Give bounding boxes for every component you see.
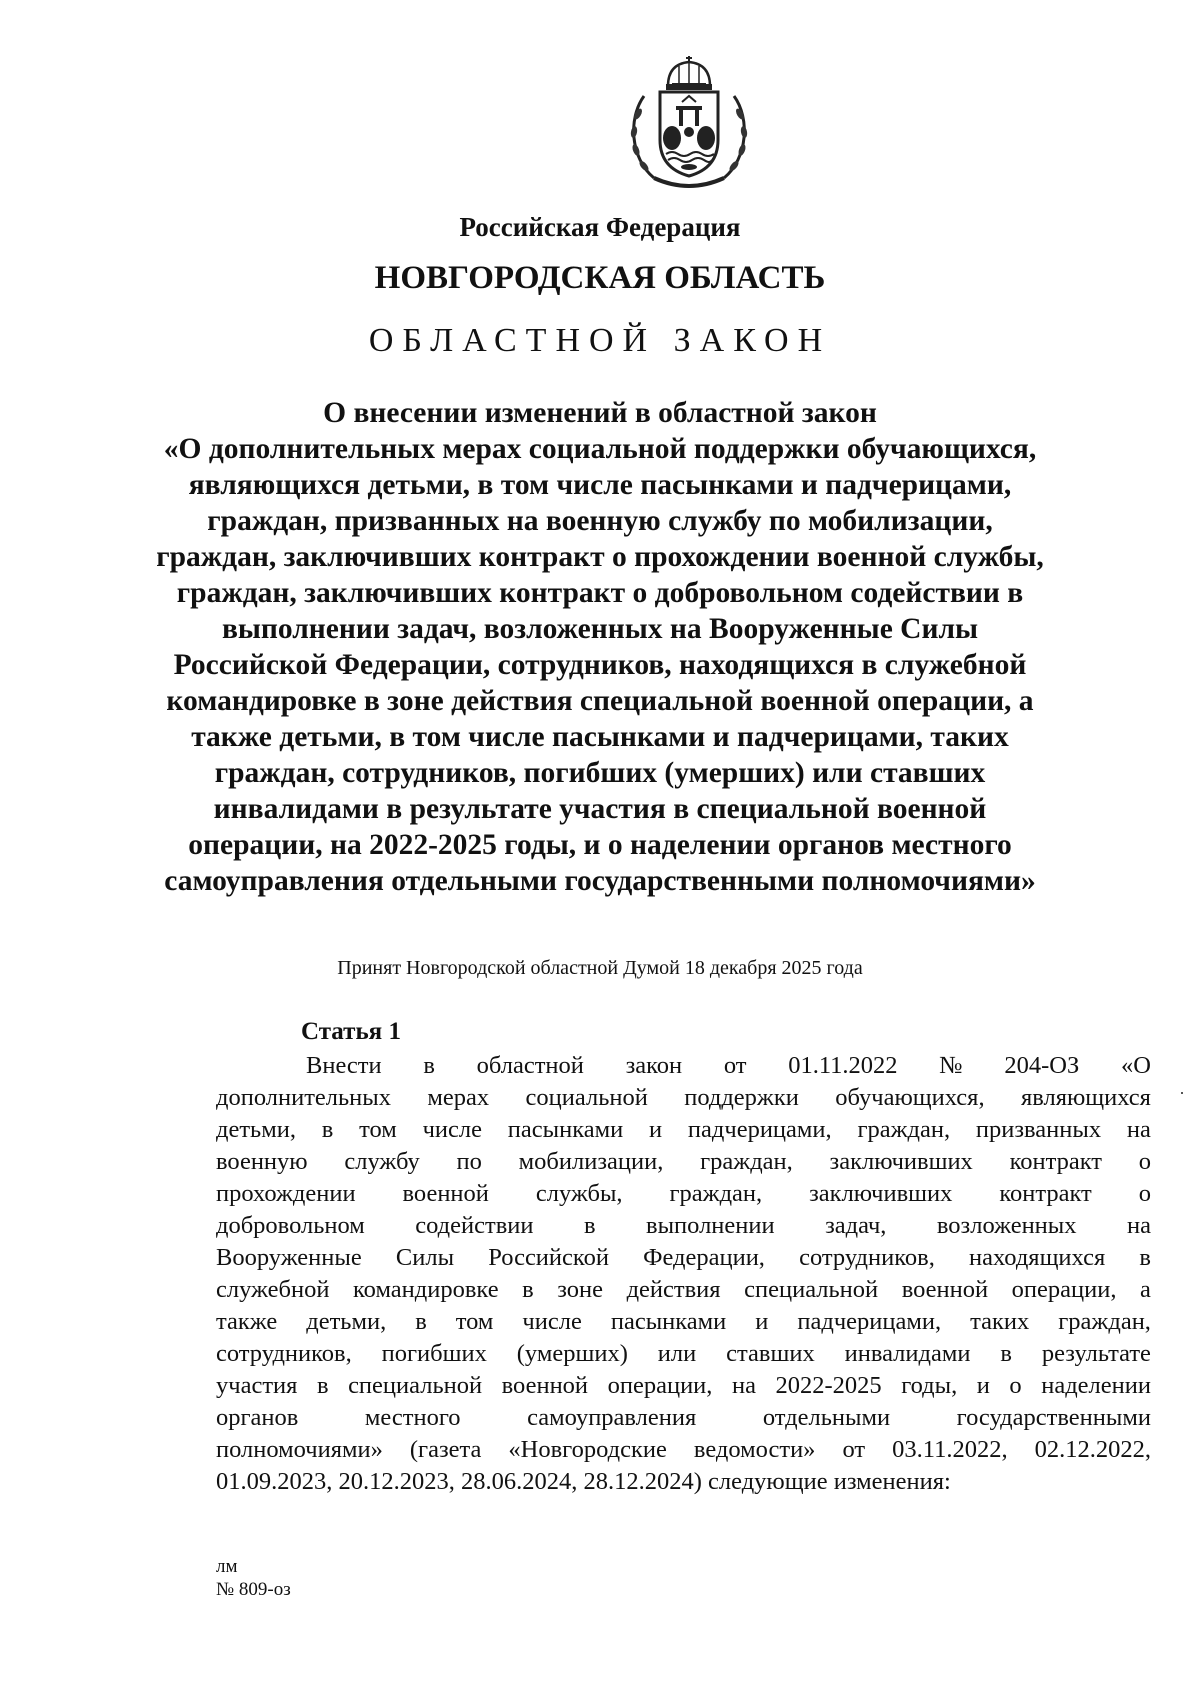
article-word: контракт <box>1009 1148 1102 1175</box>
article-word: 20.12.2023, <box>338 1468 461 1495</box>
article-line <box>216 1210 1151 1242</box>
article-word: отдельными <box>762 1404 891 1431</box>
article-word: областной <box>476 1052 584 1079</box>
article-word: 01.09.2023, <box>216 1468 339 1495</box>
article-word: служебной <box>216 1276 330 1303</box>
article-word: заключивших <box>829 1148 973 1175</box>
article-word: на <box>1126 1116 1151 1143</box>
document-type-heading: ОБЛАСТНОЙ ЗАКОН <box>368 322 832 359</box>
article-word: детьми, <box>306 1308 387 1335</box>
article-word: граждан, <box>857 1116 951 1143</box>
article-word: а <box>1140 1276 1151 1303</box>
article-word: прохождении <box>216 1180 356 1207</box>
article-word: результате <box>1041 1340 1151 1367</box>
law-title-line: граждан, призванных на военную службу по мобилизации, <box>207 505 993 537</box>
article-word: «О <box>1120 1052 1151 1079</box>
article-word: (газета <box>409 1436 482 1463</box>
article-word: на <box>731 1372 756 1399</box>
article-word: 28.12.2024) <box>583 1468 709 1495</box>
article-line <box>216 1146 1151 1178</box>
article-word: 2022-2025 <box>775 1372 882 1399</box>
article-word: таких <box>970 1308 1030 1335</box>
article-word: в <box>423 1052 435 1079</box>
article-word: военную <box>216 1148 308 1175</box>
law-title-line: инвалидами в результате участия в специальной военной <box>213 793 987 825</box>
article-word: числе <box>522 1308 582 1335</box>
article-word: закон <box>625 1052 683 1079</box>
article-word: на <box>1126 1212 1151 1239</box>
law-title-line: О внесении изменений в областной закон <box>323 397 877 429</box>
article-word: в <box>1139 1244 1151 1271</box>
article-line <box>216 1178 1151 1210</box>
article-word: операции, <box>1011 1276 1117 1303</box>
article-word: добровольном <box>216 1212 365 1239</box>
article-word: граждан, <box>700 1148 793 1175</box>
article-word: числе <box>422 1116 482 1143</box>
article-word: пасынками <box>507 1116 624 1143</box>
law-title-line: командировке в зоне действия специальной военной операции, а <box>166 685 1034 717</box>
article-word: и <box>755 1308 769 1335</box>
article-word: о <box>1138 1180 1151 1207</box>
article-word: годы, <box>901 1372 958 1399</box>
article-word: и <box>649 1116 663 1143</box>
article-word: поддержки <box>684 1084 799 1111</box>
region-heading: НОВГОРОДСКАЯ ОБЛАСТЬ <box>374 260 826 296</box>
document-footer <box>216 1555 291 1601</box>
article-word: призванных <box>975 1116 1102 1143</box>
article-line <box>216 1402 1151 1434</box>
article-word: о <box>1009 1372 1022 1399</box>
law-title-line: выполнении задач, возложенных на Вооруженные Силы <box>221 613 979 645</box>
article-word: ведомости» <box>693 1436 816 1463</box>
article-word: также <box>216 1308 278 1335</box>
article-word: государственными <box>956 1404 1151 1431</box>
article-line <box>216 1114 1151 1146</box>
article-line <box>216 1434 1151 1466</box>
article-word: № <box>939 1052 963 1079</box>
article-word: Федерации, <box>643 1244 765 1271</box>
article-word: содействии <box>415 1212 534 1239</box>
scan-speck <box>1181 1092 1183 1094</box>
article-word: 03.11.2022, <box>892 1436 1008 1463</box>
article-word: возложенных <box>936 1212 1077 1239</box>
law-title-line: самоуправления отдельными государственными полномочиями» <box>164 865 1036 897</box>
article-word: действия <box>626 1276 721 1303</box>
article-word: самоуправления <box>527 1404 697 1431</box>
article-word: граждан, <box>1058 1308 1151 1335</box>
article-word: Внести <box>306 1052 382 1079</box>
law-title-line: граждан, заключивших контракт о добровольном содействии в <box>176 577 1024 609</box>
article-word: 28.06.2024, <box>461 1468 584 1495</box>
article-word: участия <box>216 1372 298 1399</box>
article-line <box>216 1242 1151 1274</box>
article-word: являющихся <box>1020 1084 1151 1111</box>
article-word: задач, <box>825 1212 887 1239</box>
law-title-line: граждан, сотрудников, погибших (умерших) или ставших <box>214 757 986 789</box>
article-word: сотрудников, <box>799 1244 935 1271</box>
country-heading: Российская Федерация <box>459 212 741 242</box>
article-word: в <box>1000 1340 1012 1367</box>
article-word: полномочиями» <box>216 1436 383 1463</box>
article-word: 01.11.2022 <box>788 1052 898 1079</box>
law-title-line: граждан, заключивших контракт о прохождении военной службы, <box>156 541 1044 573</box>
article-word: следующие <box>708 1468 834 1495</box>
article-line <box>216 1274 1151 1306</box>
article-word: службы, <box>535 1180 623 1207</box>
article-word: находящихся <box>968 1244 1106 1271</box>
article-word: ставших <box>726 1340 815 1367</box>
article-line <box>216 1306 1151 1338</box>
article-word: и <box>976 1372 990 1399</box>
article-word: военной <box>901 1276 989 1303</box>
article-word: сотрудников, <box>216 1340 352 1367</box>
adoption-note: Принят Новгородской областной Думой 18 декабря 2025 года <box>337 957 863 979</box>
article-word: пасынками <box>610 1308 727 1335</box>
coat-of-arms-icon <box>624 56 754 194</box>
article-word: от <box>842 1436 866 1463</box>
article-word: зоне <box>557 1276 604 1303</box>
footer-initials: лм <box>216 1556 238 1577</box>
article-word: граждан, <box>669 1180 763 1207</box>
law-title-line: «О дополнительных мерах социальной поддержки обучающихся, <box>163 433 1037 465</box>
article-word: о <box>1138 1148 1151 1175</box>
article-body <box>216 1050 1151 1498</box>
article-word: в <box>316 1372 329 1399</box>
article-word: командировке <box>353 1276 499 1303</box>
article-word: том <box>455 1308 494 1335</box>
article-word: мерах <box>427 1084 490 1111</box>
article-word: или <box>657 1340 697 1367</box>
article-word: изменения: <box>833 1468 951 1495</box>
law-title-line: операции, на 2022-2025 годы, и о наделении органов местного <box>188 829 1012 861</box>
article-word: Вооруженные <box>216 1244 362 1271</box>
article-word: контракт <box>999 1180 1092 1207</box>
article-word: от <box>723 1052 747 1079</box>
article-word: 02.12.2022, <box>1034 1436 1151 1463</box>
article-word: «Новгородские <box>508 1436 667 1463</box>
article-line <box>216 1082 1151 1114</box>
article-word: (умерших) <box>516 1340 628 1367</box>
article-heading: Статья 1 <box>301 1018 401 1045</box>
footer-document-number: № 809-оз <box>216 1579 291 1600</box>
article-word: заключивших <box>809 1180 953 1207</box>
article-word: обучающихся, <box>835 1084 985 1111</box>
article-word: в <box>583 1212 596 1239</box>
article-word: дополнительных <box>216 1084 392 1111</box>
article-word: падчерицами, <box>687 1116 832 1143</box>
article-line <box>216 1370 1151 1402</box>
article-word: том <box>359 1116 397 1143</box>
article-word: в <box>415 1308 427 1335</box>
article-line <box>216 1466 1151 1498</box>
law-title-line: Российской Федерации, сотрудников, находящихся в служебной <box>173 649 1027 681</box>
article-word: операции, <box>607 1372 713 1399</box>
article-word: органов <box>216 1404 299 1431</box>
article-word: военной <box>501 1372 589 1399</box>
article-word: по <box>456 1148 482 1175</box>
article-word: выполнении <box>646 1212 775 1239</box>
article-word: службу <box>344 1148 420 1175</box>
article-word: в <box>321 1116 334 1143</box>
law-title <box>0 395 1200 899</box>
law-title-line: являющихся детьми, в том числе пасынками и падчерицами, <box>188 469 1012 501</box>
article-word: падчерицами, <box>797 1308 942 1335</box>
article-word: детьми, <box>216 1116 296 1143</box>
article-word: социальной <box>525 1084 648 1111</box>
article-word: Силы <box>395 1244 455 1271</box>
law-title-line: также детьми, в том числе пасынками и падчерицами, таких <box>191 721 1009 753</box>
article-word: в <box>522 1276 534 1303</box>
article-line <box>216 1050 1151 1082</box>
article-word: наделении <box>1041 1372 1151 1399</box>
article-word: мобилизации, <box>518 1148 664 1175</box>
article-word: Российской <box>488 1244 609 1271</box>
article-line <box>216 1338 1151 1370</box>
article-word: специальной <box>348 1372 483 1399</box>
article-word: специальной <box>744 1276 879 1303</box>
article-word: погибших <box>381 1340 487 1367</box>
article-word: инвалидами <box>844 1340 971 1367</box>
article-word: 204-ОЗ <box>1004 1052 1080 1079</box>
article-word: военной <box>402 1180 489 1207</box>
article-word: местного <box>364 1404 461 1431</box>
